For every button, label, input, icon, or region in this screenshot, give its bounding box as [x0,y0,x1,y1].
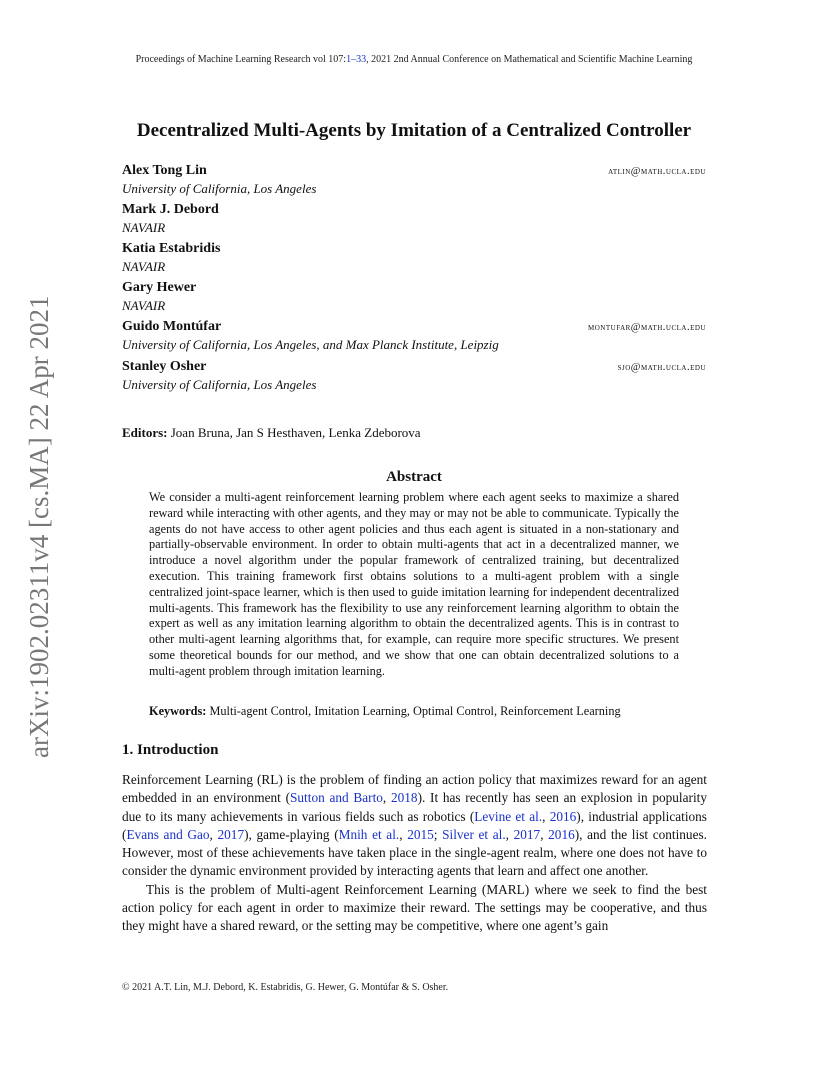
citation-link[interactable]: 2017 [217,826,245,842]
paper-title: Decentralized Multi-Agents by Imitation of a Centralized Controller [136,120,692,141]
author-name: Mark J. Debord [122,202,219,217]
copyright-footer: © 2021 A.T. Lin, M.J. Debord, K. Estabridis, G. Hewer, G. Montúfar & S. Osher. [122,982,449,993]
citation-link[interactable]: Sutton and Barto [290,790,383,806]
author-name: Alex Tong Lin [122,163,207,178]
citation-link[interactable]: Evans and Gao [126,826,210,842]
abstract-text: We consider a multi-agent reinforcement learning problem where each agent seeks to maximize a shared reward while interacting with other agents, and they may or may not be able to communicate. Typically the agents do not have access to other agent policies and thus each agent is situated in a non-stationary and partially-observable environment. In order to obtain multi-agents that act in a decentralized manner, we introduce a novel algorithm under the popular framework of centralized training, but decentralized execution. This training framework first obtains solutions to a multi-agent problem with a single centralized joint-space learner, which is then used to guide imitation learning for independent decentralized multi-agents. This framework has the flexibility to use any reinforcement learning algorithm to obtain the expert as well as any imitation learning algorithm to obtain the decentralized agents. This is in contrast to other multi-agent learning algorithms that, for example, can require more specific structures. We present some theoretical bounds for our method, and we show that one can obtain decentralized solutions to a multi-agent problem through imitation learning. [149,490,679,678]
author-affiliation: University of California, Los Angeles [122,377,317,392]
author-email[interactable]: sjo@math.ucla.edu [617,362,706,373]
author-affiliation: NAVAIR [122,220,166,235]
author-affiliation: NAVAIR [122,259,166,274]
citation-link[interactable]: 2016 [549,808,577,824]
citation-link[interactable]: Silver et al. [442,826,506,842]
author-affiliation: University of California, Los Angeles, and Max Planck Institute, Leipzig [122,337,499,352]
citation-link[interactable]: 2016 [548,826,575,842]
editors-line: Editors: Joan Bruna, Jan S Hesthaven, Lenka Zdeborova [122,425,421,440]
author-name: Stanley Osher [122,359,207,374]
author-email[interactable]: montufar@math.ucla.edu [588,322,706,333]
author-name: Katia Estabridis [122,241,221,256]
author-name: Gary Hewer [122,280,197,295]
citation-link[interactable]: 2015 [407,826,434,842]
citation-link[interactable]: Levine et al. [474,808,543,824]
section-heading: 1. Introduction [122,742,219,758]
citation-link[interactable]: 2018 [390,790,418,806]
author-name: Guido Montúfar [122,319,222,334]
author-affiliation: NAVAIR [122,298,166,313]
author-affiliation: University of California, Los Angeles [122,181,317,196]
running-header: Proceedings of Machine Learning Research vol 107:1–33, 2021 2nd Annual Conference on Mathematical and Scientific Machine Learning [135,54,693,65]
introduction-body [122,771,707,936]
keywords-line: Keywords: Multi-agent Control, Imitation Learning, Optimal Control, Reinforcement Learning [149,704,621,718]
abstract-heading: Abstract [386,469,442,485]
citation-link[interactable]: Mnih et al. [338,826,400,842]
author-email[interactable]: atlin@math.ucla.edu [608,166,706,177]
pages-link[interactable]: 1–33 [346,54,367,65]
paragraph: This is the problem of Multi-agent Reinforcement Learning (MARL) where we seek to find the best action policy for each agent in order to maximize their reward. The settings may be cooperative, and thus they might have a shared reward, or the setting may be competitive, where one agent’s gain [122,881,707,934]
arxiv-stamp: arXiv:1902.02311v4 [cs.MA] 22 Apr 2021 [24,295,54,758]
paragraph: Reinforcement Learning (RL) is the problem of finding an action policy that maximizes reward for an agent embedded in an environment (Sutton and Barto, 2018). It has recently has seen an explosion in popularity due to its many achievements in various fields such as robotics (Levine et al., 2016), industrial applications (Evans and Gao, 2017), game-playing (Mnih et al., 2015; Silver et al., 2017, 2016), and the list continues. However, most of these achievements have taken place in the single-agent realm, where one does not have to consider the dynamic environment provided by interacting agents that learn and affect one another. [122,772,707,879]
citation-link[interactable]: 2017 [513,826,541,842]
